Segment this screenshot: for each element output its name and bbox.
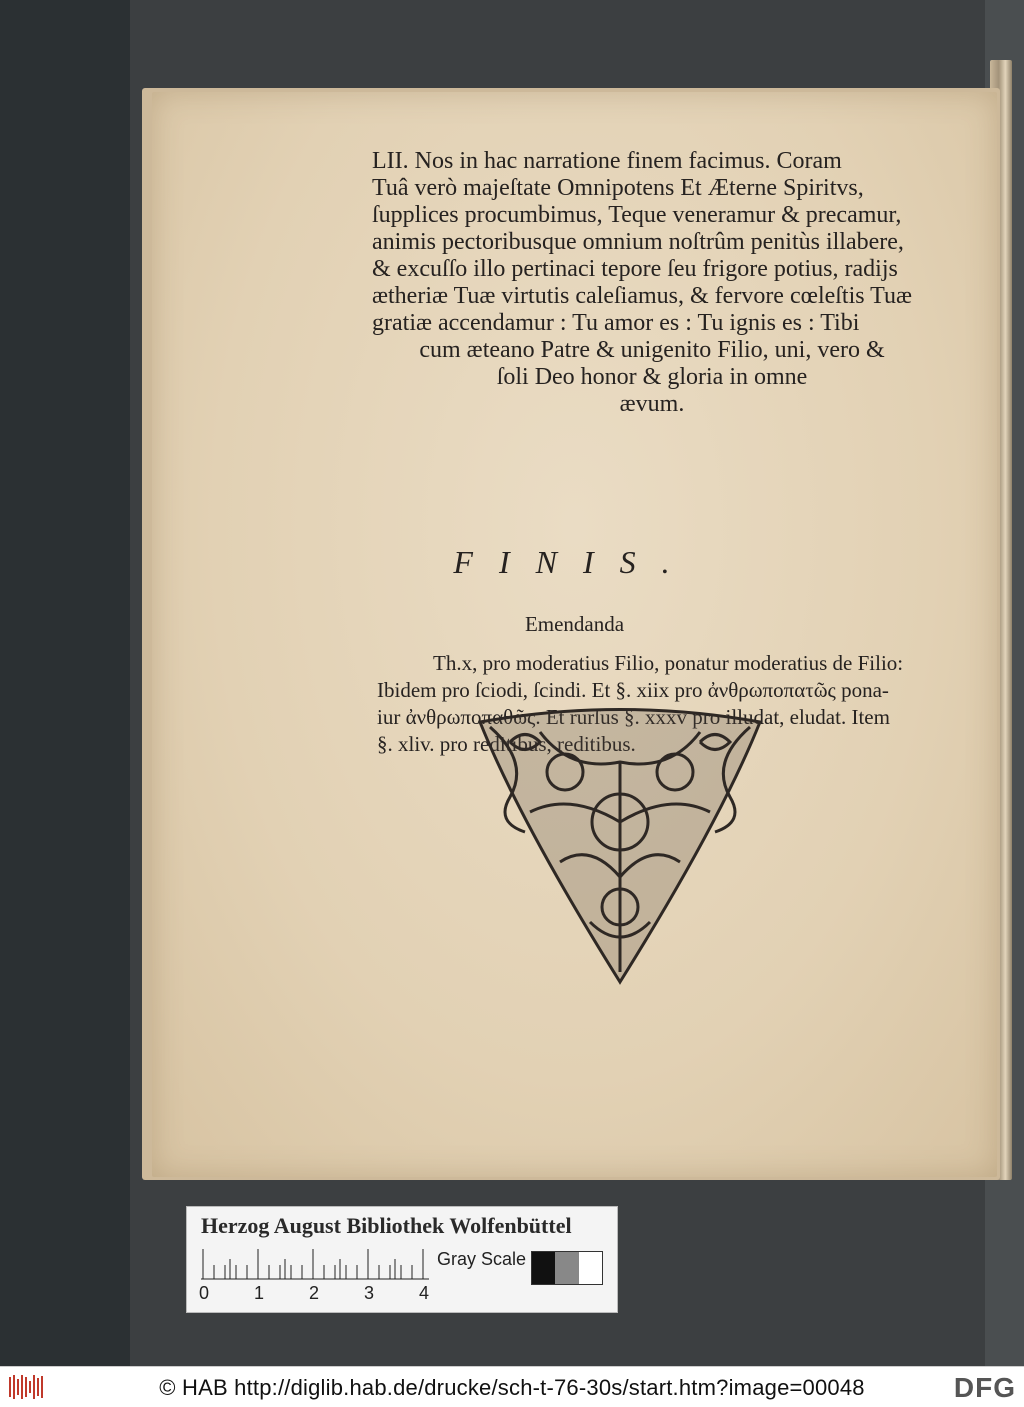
paragraph-line: ſupplices procumbimus, Teque veneramur & precamur,: [372, 202, 902, 228]
paragraph-line: animis pectoribusque omnium noſtrûm penitùs illabere,: [372, 229, 904, 255]
source-url[interactable]: © HAB http://diglib.hab.de/drucke/sch-t-76-30s/start.htm?image=00048: [159, 1375, 865, 1400]
ruler-icon: [201, 1245, 431, 1281]
ruler-number: 0: [199, 1283, 210, 1303]
paragraph-line: ætheriæ Tuæ virtutis caleſiamus, & fervore cœleſtis Tuæ: [372, 283, 912, 309]
scan-background-left: [0, 0, 130, 1366]
centered-line: ſoli Deo honor & gloria in omne: [496, 364, 808, 390]
gray-swatch-mid: [555, 1252, 578, 1284]
library-name: Herzog August Bibliothek Wolfenbüttel: [201, 1213, 572, 1238]
finis-heading: FINIS.: [453, 544, 696, 580]
paragraph-line: gratiæ accendamur : Tu amor es : Tu ignis es : Tibi: [372, 310, 860, 336]
paragraph-line: LII. Nos in hac narratione finem facimus. Coram: [372, 148, 842, 174]
emendanda-line: Th.x, pro moderatius Filio, ponatur moderatius de Filio:: [433, 651, 904, 675]
emendanda-line: Ibidem pro ſciodi, ſcindi. Et §. xiix pro ἀνθρωποπατῶς pona-: [377, 678, 889, 702]
gray-swatch-white: [579, 1252, 602, 1284]
centered-line: cum æteano Patre & unigenito Filio, uni, vero &: [419, 337, 885, 363]
ruler-number: 4: [419, 1283, 430, 1303]
gray-swatch-black: [532, 1252, 555, 1284]
ornament-vignette-icon: [470, 702, 770, 992]
emendanda-line: iur ἀνθρωποπαθῶς. Et rurſus §. xxxv pro illudat, eludat. Item: [377, 705, 890, 729]
gray-scale-swatch: [531, 1251, 603, 1285]
emendanda-title: Emendanda: [524, 612, 625, 636]
book-page: [152, 92, 997, 1177]
library-label: [186, 1206, 618, 1313]
ruler-number: 2: [309, 1283, 320, 1303]
dfg-logo: DFG: [953, 1372, 1016, 1403]
footer-bar: [0, 1366, 1024, 1407]
ruler-number: 3: [364, 1283, 375, 1303]
emendanda-line: §. xliv. pro reditibus, reditibus.: [377, 732, 636, 756]
gray-scale-label: Gray Scale: [437, 1249, 527, 1269]
ruler-number: 1: [254, 1283, 265, 1303]
centered-line: ævum.: [619, 391, 685, 417]
paragraph-line: & excuſſo illo pertinaci tepore ſeu frigore potius, radijs: [372, 256, 898, 282]
paragraph-line: Tuâ verò majeſtate Omnipotens Et Æterne Spiritvs,: [372, 175, 864, 201]
closing-paragraph: [372, 148, 1024, 418]
